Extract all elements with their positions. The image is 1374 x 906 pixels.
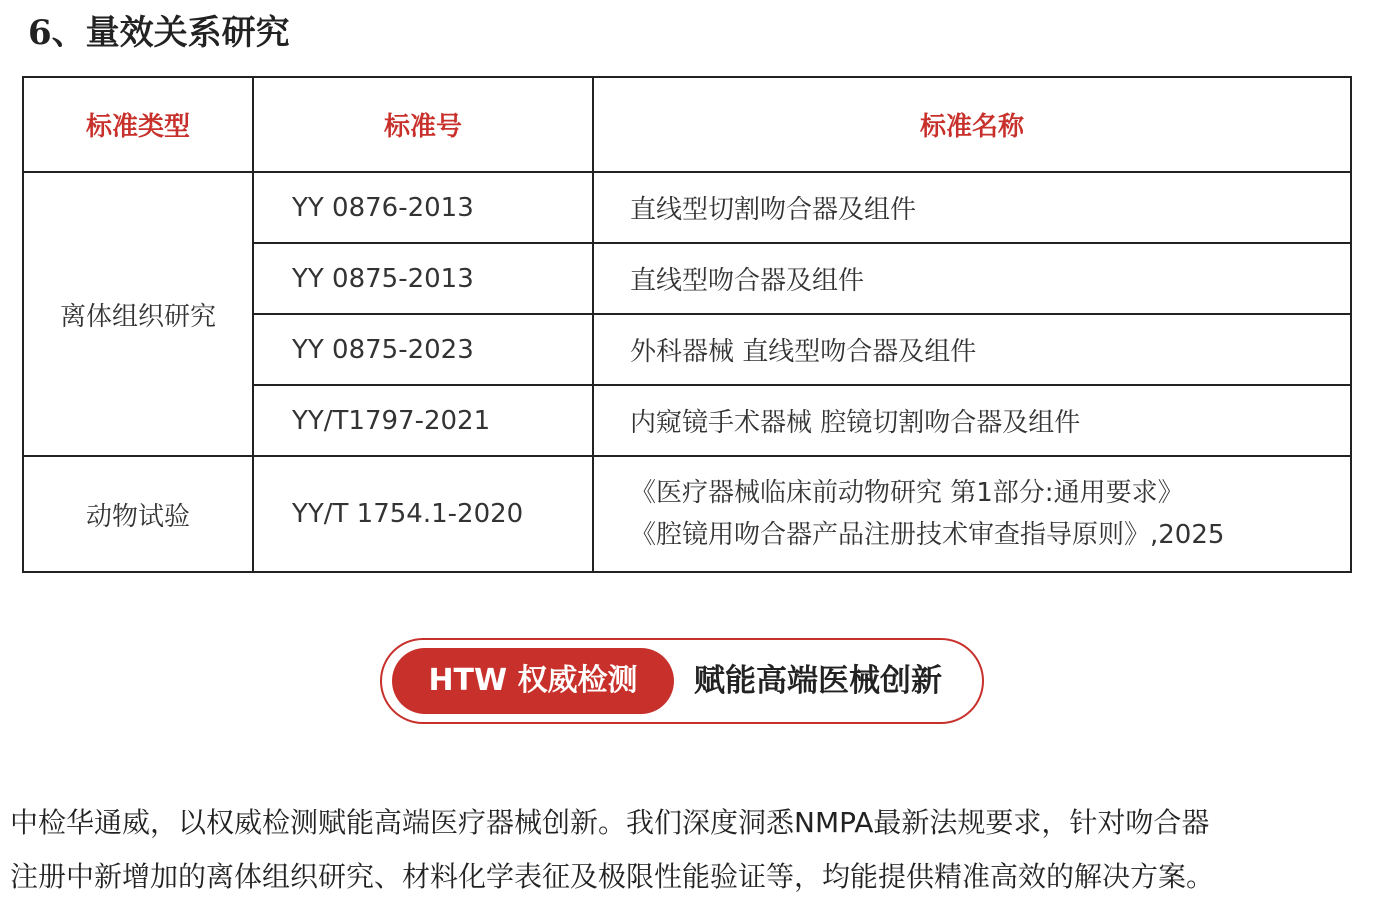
standard-number-cell: YY/T1797-2021 <box>253 385 593 456</box>
paragraph-line: 中检华通威，以权威检测赋能高端医疗器械创新。我们深度洞悉NMPA最新法规要求，针对吻合器 <box>10 806 1210 839</box>
promo-banner <box>380 638 984 724</box>
standard-number-cell: YY 0875-2013 <box>253 243 593 314</box>
standard-name-cell: 内窥镜手术器械 腔镜切割吻合器及组件 <box>593 385 1351 456</box>
paragraph-line: 注册中新增加的离体组织研究、材料化学表征及极限性能验证等，均能提供精准高效的解决方案。 <box>10 860 1215 893</box>
standards-table <box>22 76 1352 573</box>
header-standard-name: 标准名称 <box>593 77 1351 172</box>
standard-name-line: 《医疗器械临床前动物研究 第1部分:通用要求》 <box>630 478 1184 508</box>
standard-name-cell: 直线型切割吻合器及组件 <box>593 172 1351 243</box>
standard-type-cell: 动物试验 <box>23 456 253 572</box>
standard-name-cell <box>593 456 1351 572</box>
standard-name-cell: 外科器械 直线型吻合器及组件 <box>593 314 1351 385</box>
table-row <box>23 172 1351 243</box>
header-standard-number: 标准号 <box>253 77 593 172</box>
standard-number-cell: YY 0876-2013 <box>253 172 593 243</box>
standard-number-cell: YY 0875-2023 <box>253 314 593 385</box>
table-header-row <box>23 77 1351 172</box>
section-title: 6、量效关系研究 <box>28 13 290 53</box>
standard-name-line: 《腔镜用吻合器产品注册技术审查指导原则》,2025 <box>630 520 1225 550</box>
banner-slogan: 赋能高端医械创新 <box>694 663 942 699</box>
standard-type-cell: 离体组织研究 <box>23 172 253 456</box>
standard-number-cell: YY/T 1754.1-2020 <box>253 456 593 572</box>
intro-paragraph <box>10 796 1366 904</box>
standard-name-cell: 直线型吻合器及组件 <box>593 243 1351 314</box>
header-standard-type: 标准类型 <box>23 77 253 172</box>
table-row <box>23 456 1351 572</box>
banner-pill-label: HTW 权威检测 <box>392 648 674 714</box>
